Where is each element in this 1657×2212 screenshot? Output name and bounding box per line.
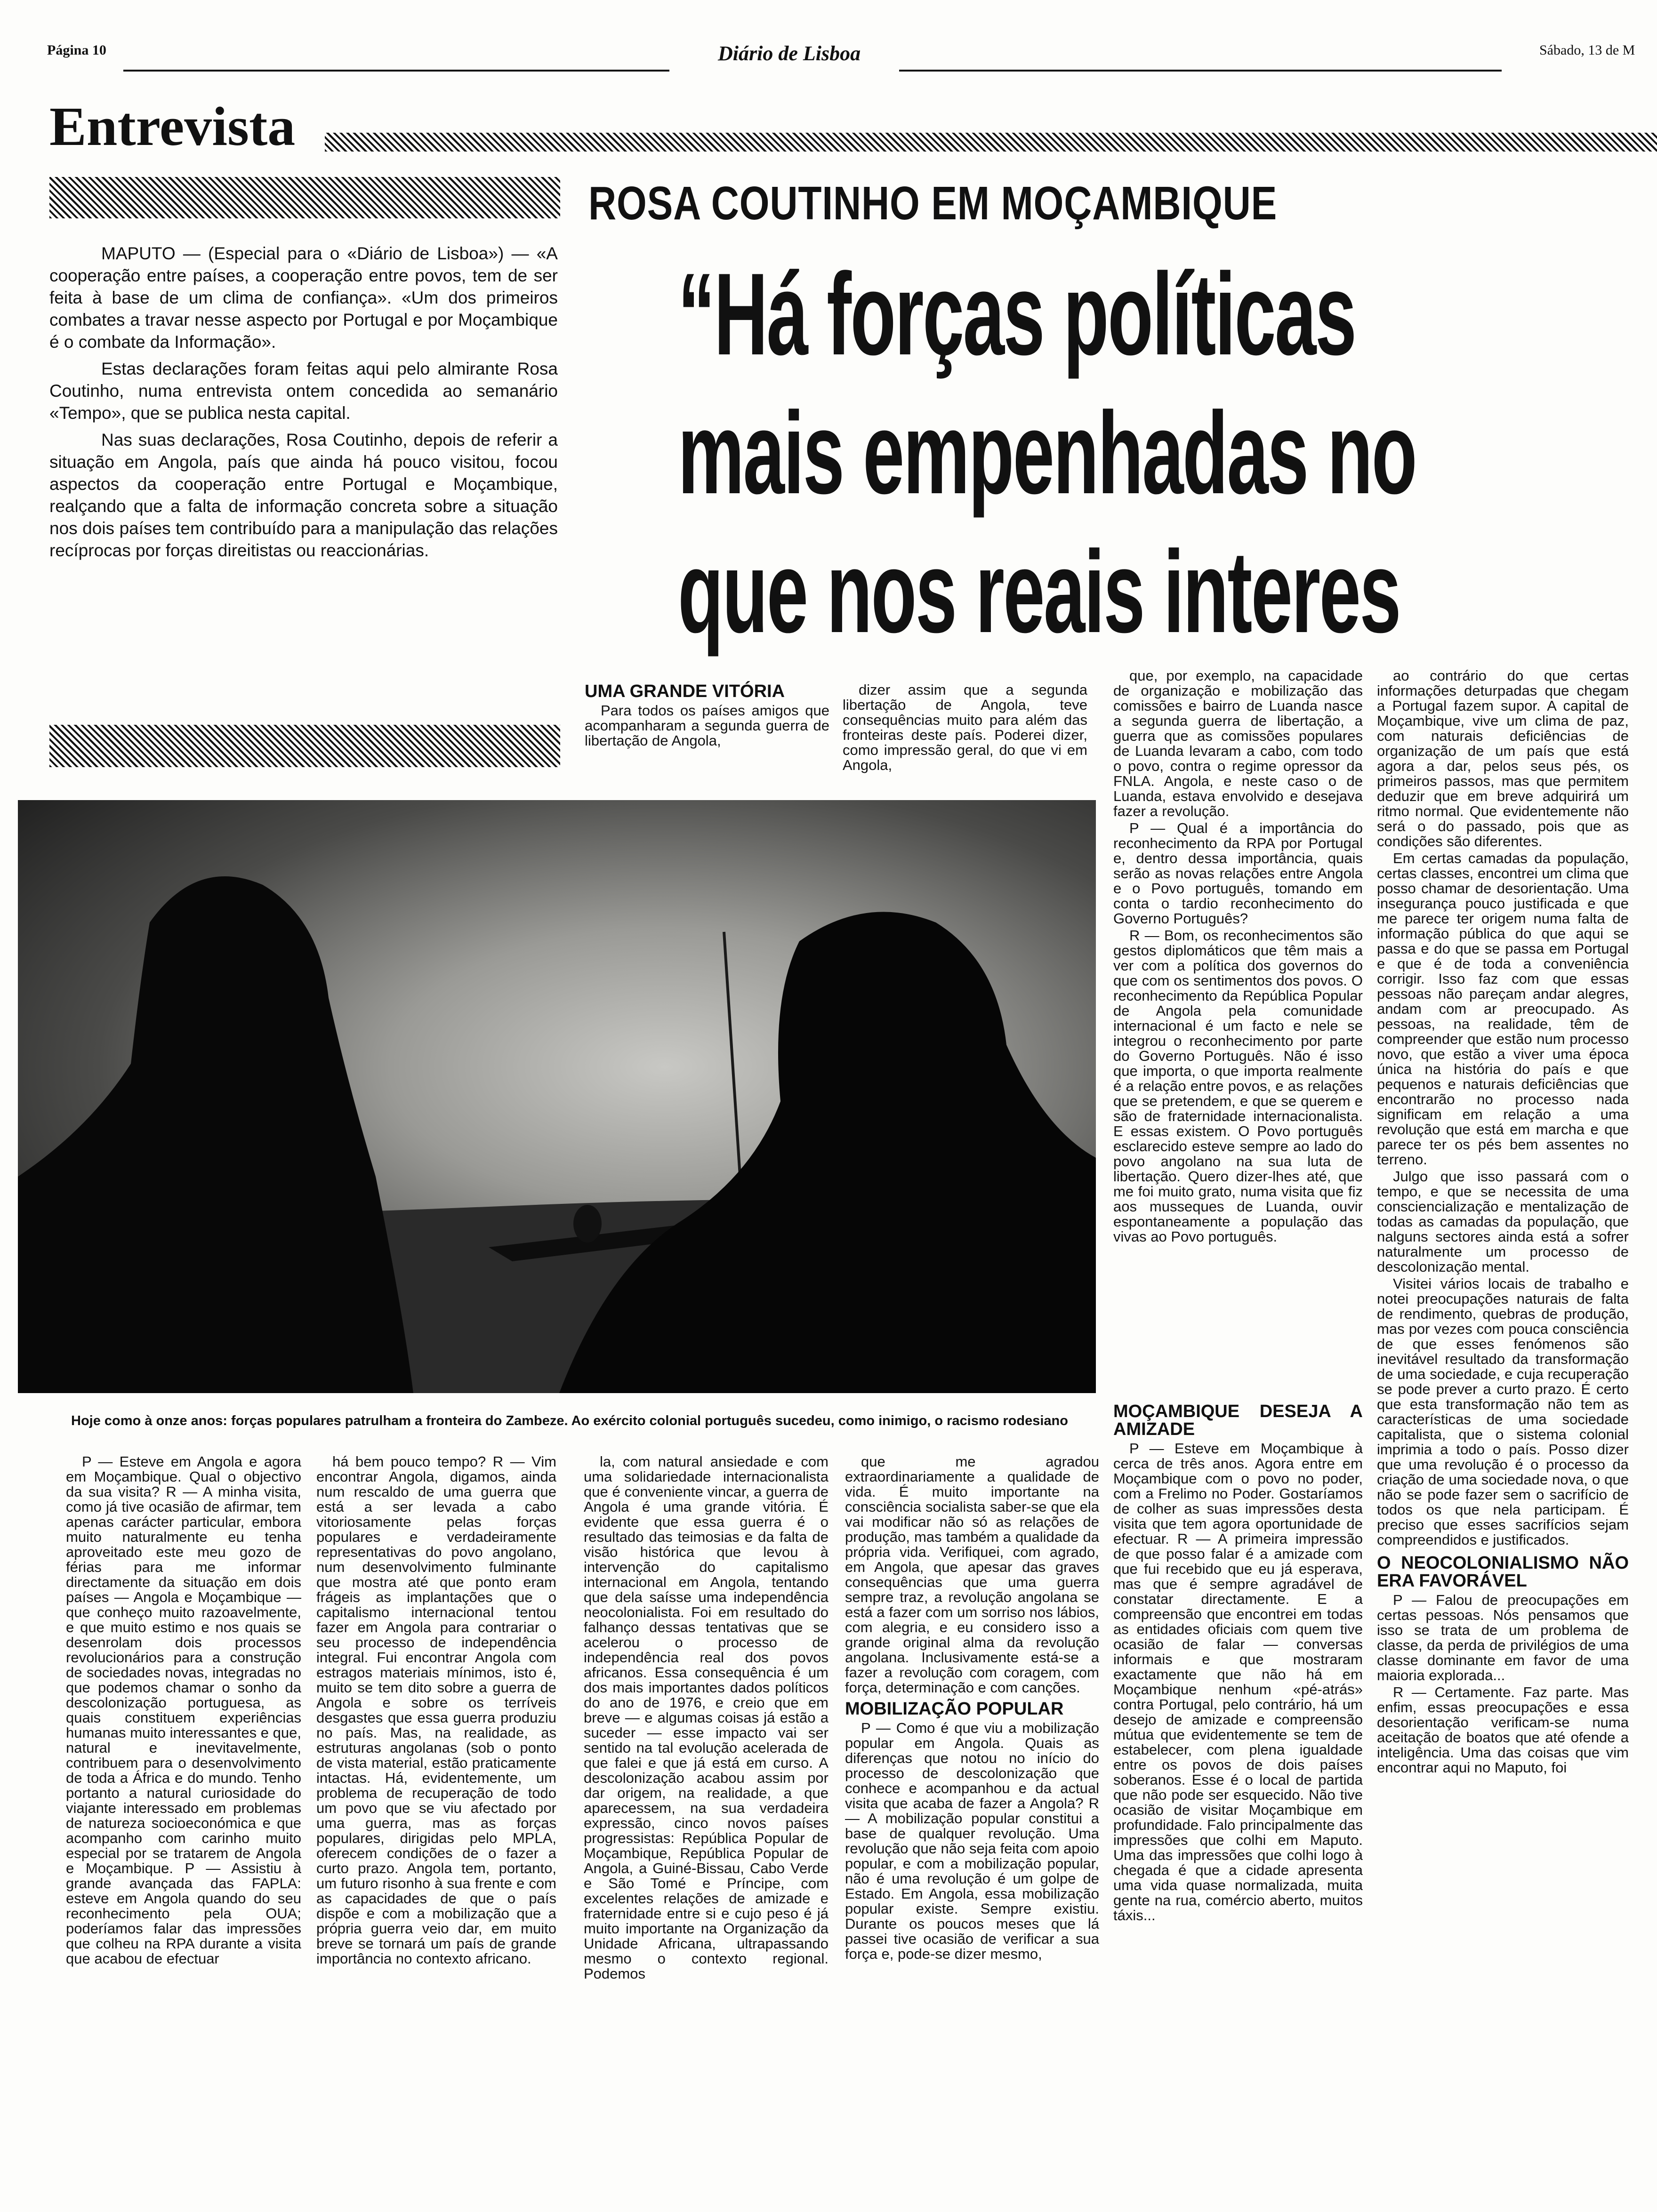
column-text: Visitei vários locais de trabalho e notei preocupações naturais de falta de rendimento, quebras de produção, mas por vezes com pouca consciência de que esses fenómenos são inevitável resultado da transformação de uma sociedade, e cuja recuperação se pode prever a curto prazo. É certo que esta transformação não tem as características de uma sociedade capitalista, que o sistema colonial imprimia a todo o país. Posso dizer que uma revolução é o processo da criação de uma sociedade nova, o que não se pode fazer sem o sacrifício de todos os que nela participam. É preciso que esses sacrifícios sejam compreendidos e justificados.: [1377, 1275, 1629, 1548]
section-label: Entrevista: [49, 96, 296, 157]
hatch-band-intro-top: [49, 177, 560, 218]
subhead-mobilizacao: MOBILIZAÇÃO POPULAR: [845, 1699, 1064, 1719]
headline-line-3: que nos reais interes: [678, 526, 1400, 657]
header-rule-right: [899, 70, 1502, 72]
intro-paragraph: Estas declarações foram feitas aqui pelo almirante Rosa Coutinho, numa entrevista ontem concedida ao semanário «Tempo», que se publica nesta capital.: [49, 359, 558, 423]
header-date: Sábado, 13 de M: [1539, 42, 1635, 58]
lower-column-3: [584, 1454, 828, 1983]
column-text: P — Esteve em Angola e agora em Moçambique. Qual o objectivo da sua visita? R — A minha visita, como já tive ocasião de afirmar, tem apenas carácter particular, embora muito naturalmente eu tenha aproveitado este meu gozo de férias para me informar directamente da situação em dois países — Angola e Moçambique — que conheço muito razoavelmente, e que muito estimo e nos quais se desenrolam dois processos revolucionários para a construção de sociedades novas, integradas no que podemos chamar o sonho da descolonização portuguesa, as quais constituem experiências humanas muito interessantes e que, natural e inevitavelmente, contribuem para o desenvolvimento de toda a África e do mundo. Tenho portanto a natural curiosidade do viajante interessado em problemas de natureza socioeconómica e que acompanho com carinho muito especial por se tratarem de Angola e Moçambique. P — Assistiu à grande avançada das FAPLA: esteve em Angola quando do seu reconhecimento pela OUA; poderíamos falar das impressões que colheu na RPA durante a visita que acabou de efectuar: [66, 1453, 301, 1967]
column-text: P — Esteve em Moçambique à cerca de três anos. Agora entre em Moçambique com o povo no poder, com a Frelimo no Poder. Gostaríamos de colher as suas impressões desta visita que tem agora oportunidade de efectuar. R — A primeira impressão de que posso falar é a amizade com que fui recebido que eu já esperava, mas que é sempre agradável de constatar directamente. E a compreensão que encontrei em todas as entidades oficiais com quem tive ocasião de falar — conversas informais e que mostraram exactamente que não há em Moçambique nenhum «pé-atrás» contra Portugal, pelo contrário, há um desejo de amizade e compreensão mútua que evidentemente se tem de estabelecer, com plena igualdade entre os povos de dois países soberanos. Esse é o local de partida que não pode ser esquecido. Não tive ocasião de visitar Moçambique em profundidade. Falo principalmente das impressões que colhi em Maputo. Uma das impressões que colhi logo à chegada é que a cidade apresenta uma vida quase normalizada, muita gente na rua, comércio aberto, muitos táxis...: [1113, 1440, 1363, 1923]
column-text: Para todos os países amigos que acompanharam a segunda guerra de libertação de Angola,: [585, 702, 829, 749]
column-5: [1113, 1403, 1363, 1925]
column-text: que, por exemplo, na capacidade de organização e mobilização das comissões e bairro de Luanda nasce a segunda guerra de libertação, a guerra que as comissões populares de Luanda levaram a cabo, com todo o povo, contra o regime opressor da FNLA. Angola, e neste caso o de Luanda, estava envolvido e desejava fazer a revolução.: [1113, 667, 1363, 819]
column-text: R — Bom, os reconhecimentos são gestos diplomáticos que têm mais a ver com a política dos governos do que com os sentimentos dos povos. O reconhecimento da República Popular de Angola pela comunidade internacional é um facto e nele se integrou o reconhecimento por parte do Governo Português. Não é isso que importa, o que importa realmente é a relação entre povos, e as relações que se pretendem, e que se querem e são de fraternidade internacionalista. E essas existem. O Povo português esclarecido esteve sempre ao lado do povo angolano na sua luta de libertação. Quero dizer-lhes até, que me foi muito grato, numa visita que fiz aos musseques de Luanda, ouvir espontaneamente a população das vivas ao Povo português.: [1113, 927, 1363, 1245]
news-photo: [18, 800, 1096, 1393]
column-text: P — Falou de preocupações em certas pessoas. Nós pensamos que isso se trata de um problema de classe, da perda de privilégios de uma classe dominante em favor de uma maioria explorada...: [1377, 1592, 1629, 1683]
subhead-vitoria: UMA GRANDE VITÓRIA: [585, 681, 785, 701]
column-text: que me agradou extraordinariamente a qualidade de vida. É muito importante na consciência socialista saber-se que ela vai modificar não só as relações de produção, mas também a qualidade da própria vida. Verifiquei, com agrado, em Angola, que apesar das graves consequências que uma guerra sempre traz, a revolução angolana se está a fazer com um sorriso nos lábios, com alegria, e eu considero isso a grande original alma da revolução angolana. Inclusivamente está-se a fazer a revolução com coragem, com força, determinação e com canções.: [845, 1453, 1099, 1696]
column-text: Em certas camadas da população, certas classes, encontrei um clima que posso chamar de desorientação. Uma insegurança pouco justificada e que me parece ter origem numa falta de informação pública do que aqui se passa e do que se passa em Portugal e que é de toda a conveniência corrigir. Isso faz com que essas pessoas não pareçam andar alegres, andam com ar preocupado. As pessoas, na realidade, têm de compreender que estão num processo novo, que estão a viver uma época única na história do país e que pequenos e naturais deficiências que encontrarão no processo nada significam em relação a uma revolução que está em marcha e que parece ter os pés bem assentes no terreno.: [1377, 850, 1629, 1168]
lower-column-1: [66, 1454, 301, 1968]
headline-line-1: “Há forças políticas: [678, 248, 1356, 379]
lower-column-2: [316, 1454, 556, 1968]
headline: [678, 245, 1657, 668]
lower-column-4: [845, 1454, 1099, 1964]
column-text: ao contrário do que certas informações deturpadas que chegam a Portugal fazem supor. A capital de Moçambique, vive um clima de paz, com naturais deficiências de organização de um país que está agora a dar, pelos seus pés, os primeiros passos, mas que permitem deduzir que em breve adquirirá um ritmo normal. Que evidentemente não será o do passado, pois que as condições são diferentes.: [1377, 667, 1629, 850]
subhead-neocolonialismo: O NEOCOLONIALISMO NÃO ERA FAVORÁVEL: [1377, 1553, 1629, 1591]
intro-text: [49, 242, 558, 566]
column-text: há bem pouco tempo? R — Vim encontrar Angola, digamos, ainda num rescaldo de uma guerra que está a ser levada a cabo vitoriosamente pelas forças populares e verdadeiramente representativas do povo angolano, num desenvolvimento fulminante que mostra até que ponto eram frágeis as implantações que o capitalismo internacional tentou fazer em Angola para contrariar o seu processo de independência integral. Fui encontrar Angola com estragos materiais mínimos, isto é, muito se tem dito sobre a guerra de Angola e sobre os terríveis desgastes que essa guerra produziu no país. Mas, na realidade, as estruturas angolanas (sob o ponto de vista material, estão praticamente intactas. Há, evidentemente, um problema de recuperação de todo um povo que se viu afectado por uma guerra, mas as forças populares, dirigidas pelo MPLA, oferecem condições de o fazer a curto prazo. Angola tem, portanto, um futuro risonho à sua frente e com as capacidades de que o país dispõe e com a mobilização que a própria guerra veio dar, em muito breve se tornará um país de grande importância no contexto africano.: [316, 1453, 556, 1967]
column-text: R — Certamente. Faz parte. Mas enfim, essas preocupações e essa desorientação verificam-se numa aceitação de boatos que até ofende a inteligência. Uma das coisas que vim encontrar aqui no Maputo, foi: [1377, 1684, 1629, 1776]
section-hatch-band: [325, 133, 1657, 152]
column-text: Julgo que isso passará com o tempo, e que se necessita de uma consciencialização e mentalização de todas as camadas da população, que nalguns sectores ainda está a sofrer naturalmente um processo de descolonização mental.: [1377, 1168, 1629, 1275]
headline-line-2: mais empenhadas no: [678, 387, 1416, 518]
intro-paragraph: Nas suas declarações, Rosa Coutinho, depois de referir a situação em Angola, país que ainda há pouco visitou, focou aspectos da cooperação entre Portugal e Moçambique, realçando que a falta de informação concreta sobre a situação nos dois países tem contribuído para a manipulação das relações recíprocas por forças direitistas ou reaccionárias.: [49, 430, 558, 560]
page-number: Página 10: [47, 42, 106, 58]
photo-silhouettes-graphic: [18, 800, 1096, 1393]
kicker: ROSA COUTINHO EM MOÇAMBIQUE: [588, 177, 1278, 230]
hatch-band-intro-bottom: [49, 725, 560, 767]
masthead: Diário de Lisboa: [718, 42, 861, 65]
photo-caption: Hoje como à onze anos: forças populares patrulham a fronteira do Zambeze. Ao exército colonial português sucedeu, como inimigo, o racismo rodesiano: [71, 1413, 1068, 1428]
header-rule-left: [123, 70, 669, 72]
column-4: [1377, 668, 1629, 1777]
column-1: [585, 682, 829, 750]
column-2: [843, 682, 1087, 775]
column-text: P — Qual é a importância do reconhecimento da RPA por Portugal e, dentro dessa importância, quais serão as novas relações entre Angola e o Povo português, tomando em conta o tardio reconhecimento do Governo Português?: [1113, 820, 1363, 927]
intro-paragraph: MAPUTO — (Especial para o «Diário de Lisboa») — «A cooperação entre países, a cooperação entre povos, tem de ser feita à base de um clima de confiança». «Um dos primeiros combates a travar nesse aspecto por Portugal e por Moçambique é o combate da Informação».: [49, 244, 558, 352]
column-text: P — Como é que viu a mobilização popular em Angola. Quais as diferenças que notou no início do processo de descolonização que conhece e acompanhou e da actual visita que acaba de fazer a Angola? R — A mobilização popular constitui a base de qualquer revolução. Uma revolução que não seja feita com apoio popular, e com a mobilização popular, não é uma revolução é um golpe de Estado. Em Angola, essa mobilização popular existe. Sempre existiu. Durante os poucos meses que lá passei tive ocasião de verificar a sua força e, pode-se dizer mesmo,: [845, 1720, 1099, 1962]
column-text: dizer assim que a segunda libertação de Angola, teve consequências muito para além das fronteiras deste país. Poderei dizer, como impressão geral, do que vi em Angola,: [843, 681, 1087, 773]
column-3: [1113, 668, 1363, 1246]
column-text: la, com natural ansiedade e com uma solidariedade internacionalista que é conveniente vincar, a guerra de Angola é uma grande vitória. É evidente que essa guerra é o resultado das teimosias e da falta de visão histórica que levou à intervenção do capitalismo internacional em Angola, tentando que dela saísse uma independência neocolonialista. Foi em resultado do falhanço dessas tentativas que se acelerou o processo de independência real dos povos africanos. Essa consequência é um dos mais importantes dados políticos do ano de 1976, e creio que em breve — e algumas coisas já estão a suceder — esse impacto vai ser sentido na tal evolução acelerada de que falei e que já está em curso. A descolonização acabou assim por dar origem, na realidade, a que aparecessem, na sua verdadeira expressão, cinco novos países progressistas: República Popular de Moçambique, República Popular de Angola, a Guiné-Bissau, Cabo Verde e São Tomé e Príncipe, com excelentes relações de amizade e fraternidade entre si e cujo peso é já muito importante na Organização da Unidade Africana, ultrapassando mesmo o contexto regional. Podemos: [584, 1453, 828, 1982]
subhead-amizade: MOÇAMBIQUE DESEJA A AMIZADE: [1113, 1402, 1363, 1439]
